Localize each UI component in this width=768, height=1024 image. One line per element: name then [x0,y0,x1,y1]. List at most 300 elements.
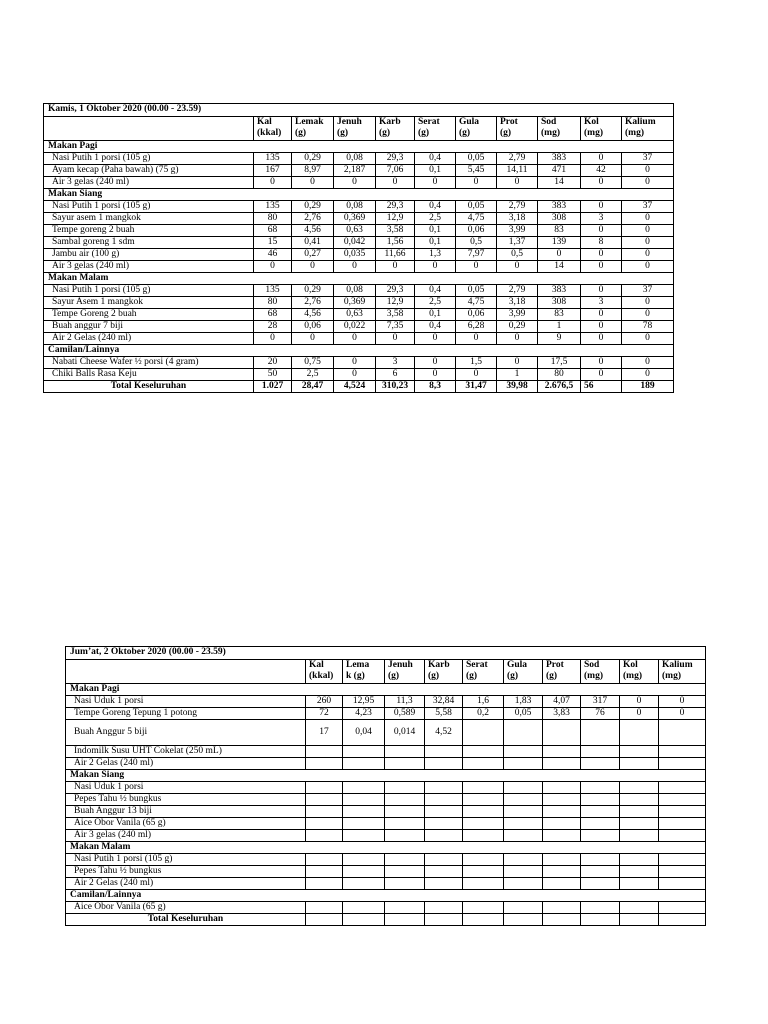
value-cell: 0,2 [463,708,504,720]
value-cell [306,746,343,758]
food-item: Tempe Goreng 2 buah [44,309,254,321]
table-row [66,746,706,758]
value-cell: 0,369 [334,297,376,309]
value-cell [385,902,425,914]
value-cell: 29,3 [376,201,415,213]
value-cell [581,866,620,878]
value-cell: 4,75 [456,213,497,225]
column-header-unit: (mg) [623,671,642,681]
value-cell: 37 [622,153,674,165]
food-item: Sayur Asem 1 mangkok [44,297,254,309]
value-cell [385,866,425,878]
value-cell [659,866,706,878]
value-cell: 42 [581,165,622,177]
value-cell: 8 [581,237,622,249]
column-header-unit: (g) [295,128,307,138]
value-cell [306,902,343,914]
total-value: 189 [622,381,674,393]
column-header-name: Sod [584,660,600,670]
value-cell: 0 [334,261,376,273]
value-cell: 3,99 [497,309,538,321]
value-cell [425,758,463,770]
value-cell [385,782,425,794]
value-cell: 14,11 [497,165,538,177]
value-cell: 0,29 [292,153,334,165]
value-cell: 37 [622,285,674,297]
value-cell: 0,06 [456,225,497,237]
value-cell: 0 [334,333,376,345]
column-header [376,117,415,141]
value-cell [306,866,343,878]
value-cell: 383 [538,201,581,213]
food-item: Ayam kecap (Paha bawah) (75 g) [44,165,254,177]
table-row [44,261,674,273]
value-cell [581,818,620,830]
value-cell: 0,08 [334,285,376,297]
value-cell [306,758,343,770]
value-cell [504,830,543,842]
value-cell: 0 [622,309,674,321]
value-cell: 8,97 [292,165,334,177]
value-cell [659,746,706,758]
section-row [44,141,674,153]
value-cell [659,794,706,806]
total-value: 31,47 [456,381,497,393]
column-header-unit: (g) [546,671,558,681]
value-cell [463,720,504,746]
value-cell: 0,08 [334,201,376,213]
value-cell [620,720,659,746]
value-cell [343,782,385,794]
value-cell: 308 [538,297,581,309]
value-cell [343,758,385,770]
total-row [44,381,674,393]
value-cell [620,758,659,770]
value-cell [581,720,620,746]
column-header [497,117,538,141]
table-row [44,333,674,345]
column-header-name: Lema [346,660,370,670]
column-header-unit: (g) [428,671,440,681]
value-cell: 9 [538,333,581,345]
value-cell: 0 [620,708,659,720]
value-cell [425,746,463,758]
value-cell [425,818,463,830]
total-value [425,914,463,926]
value-cell [543,782,581,794]
value-cell [343,830,385,842]
column-header-name: Lemak [295,117,324,127]
value-cell: 14 [538,261,581,273]
total-value: 28,47 [292,381,334,393]
section-row [44,273,674,285]
column-header-unit: (kkal) [309,671,334,681]
column-header [306,660,343,684]
value-cell [306,806,343,818]
value-cell: 1,56 [376,237,415,249]
value-cell [659,854,706,866]
total-value [620,914,659,926]
value-cell [581,902,620,914]
value-cell: 2,76 [292,297,334,309]
column-header [504,660,543,684]
table-row [66,878,706,890]
column-header-name: Serat [418,117,440,127]
value-cell: 6 [376,369,415,381]
value-cell [543,720,581,746]
value-cell: 0 [254,177,292,189]
value-cell [504,818,543,830]
value-cell: 0 [456,333,497,345]
value-cell: 4,23 [343,708,385,720]
value-cell: 3,99 [497,225,538,237]
value-cell: 0,042 [334,237,376,249]
table-row [44,177,674,189]
value-cell: 0 [622,165,674,177]
value-cell [504,758,543,770]
column-header-name: Kalium [625,117,656,127]
header-blank [66,660,306,684]
value-cell: 0 [622,261,674,273]
value-cell: 0 [581,321,622,333]
value-cell [343,854,385,866]
value-cell: 68 [254,309,292,321]
value-cell [385,746,425,758]
value-cell [385,830,425,842]
value-cell: 37 [622,201,674,213]
value-cell: 471 [538,165,581,177]
column-header-name: Kal [309,660,324,670]
total-value [343,914,385,926]
value-cell: 0 [415,261,456,273]
value-cell [425,866,463,878]
value-cell [425,878,463,890]
value-cell: 1,83 [504,696,543,708]
value-cell: 0 [376,261,415,273]
value-cell: 0,4 [415,153,456,165]
column-header-name: Sod [541,117,557,127]
value-cell: 0 [415,369,456,381]
value-cell [504,794,543,806]
column-header-name: Prot [500,117,518,127]
food-item: Nabati Cheese Wafer ½ porsi (4 gram) [44,357,254,369]
column-header-name: Kal [257,117,272,127]
column-header [581,660,620,684]
value-cell: 0,369 [334,213,376,225]
column-header-unit: (g) [388,671,400,681]
column-header-unit: (mg) [584,128,603,138]
value-cell: 0 [581,309,622,321]
value-cell [343,794,385,806]
total-label: Total Keseluruhan [44,381,254,393]
value-cell [504,782,543,794]
value-cell: 383 [538,153,581,165]
column-header-name: Kalium [662,660,693,670]
value-cell [463,794,504,806]
total-row [66,914,706,926]
value-cell [306,782,343,794]
value-cell: 2,79 [497,285,538,297]
table-row [44,309,674,321]
value-cell [620,830,659,842]
value-cell [659,878,706,890]
value-cell: 0,04 [343,720,385,746]
column-header-name: Jenuh [337,117,362,127]
food-item: Nasi Putih 1 porsi (105 g) [66,854,306,866]
value-cell: 0,29 [292,201,334,213]
value-cell: 0,27 [292,249,334,261]
value-cell: 68 [254,225,292,237]
value-cell: 1,37 [497,237,538,249]
value-cell [343,902,385,914]
value-cell [543,746,581,758]
column-header [385,660,425,684]
value-cell [343,878,385,890]
value-cell: 0,022 [334,321,376,333]
value-cell: 308 [538,213,581,225]
value-cell [504,878,543,890]
total-value [659,914,706,926]
value-cell: 3 [581,213,622,225]
value-cell: 0 [581,285,622,297]
value-cell [425,782,463,794]
value-cell [659,806,706,818]
column-header [622,117,674,141]
column-header [456,117,497,141]
column-header-name: Kol [623,660,638,670]
table-row [66,696,706,708]
value-cell: 0 [622,357,674,369]
title-row [66,647,706,660]
table-row [66,782,706,794]
total-value: 4,524 [334,381,376,393]
value-cell: 139 [538,237,581,249]
section-row [66,842,706,854]
value-cell: 3,18 [497,297,538,309]
value-cell: 3 [581,297,622,309]
value-cell: 11,66 [376,249,415,261]
value-cell: 260 [306,696,343,708]
value-cell: 0,4 [415,321,456,333]
value-cell: 0 [622,177,674,189]
column-header-name: Karb [379,117,401,127]
value-cell: 0,014 [385,720,425,746]
value-cell: 7,06 [376,165,415,177]
value-cell: 1 [497,369,538,381]
value-cell [543,854,581,866]
value-cell: 3,58 [376,225,415,237]
food-item: Nasi Putih 1 porsi (105 g) [44,201,254,213]
food-item: Chiki Balls Rasa Keju [44,369,254,381]
value-cell [463,758,504,770]
value-cell: 0 [254,333,292,345]
value-cell: 0 [376,333,415,345]
value-cell: 2,5 [415,297,456,309]
table-title: Kamis, 1 Oktober 2020 (00.00 - 23.59) [44,104,674,117]
header-blank [44,117,254,141]
value-cell [425,830,463,842]
food-item: Buah anggur 7 biji [44,321,254,333]
column-header [254,117,292,141]
value-cell [385,818,425,830]
section-heading: Makan Malam [44,273,674,285]
food-item: Sambal goreng 1 sdm [44,237,254,249]
value-cell: 1 [538,321,581,333]
value-cell: 0 [581,201,622,213]
value-cell [659,830,706,842]
value-cell [620,782,659,794]
value-cell: 29,3 [376,285,415,297]
value-cell [385,758,425,770]
value-cell: 0 [497,177,538,189]
value-cell: 1,3 [415,249,456,261]
value-cell: 76 [581,708,620,720]
value-cell [620,902,659,914]
value-cell [425,794,463,806]
value-cell: 72 [306,708,343,720]
value-cell [504,746,543,758]
value-cell: 7,97 [456,249,497,261]
value-cell [385,806,425,818]
value-cell [659,902,706,914]
column-header [543,660,581,684]
column-header-unit: (g) [466,671,478,681]
total-value: 8,3 [415,381,456,393]
value-cell [504,854,543,866]
value-cell [581,758,620,770]
value-cell [306,854,343,866]
value-cell [504,806,543,818]
value-cell: 14 [538,177,581,189]
total-value: 39,98 [497,381,538,393]
value-cell: 12,9 [376,297,415,309]
value-cell: 46 [254,249,292,261]
food-item: Aice Obor Vanila (65 g) [66,902,306,914]
column-header-name: Jenuh [388,660,413,670]
value-cell [659,720,706,746]
value-cell: 80 [538,369,581,381]
value-cell: 0 [292,333,334,345]
value-cell: 0 [415,333,456,345]
header-row [66,660,706,684]
column-header-name: Prot [546,660,564,670]
food-item: Tempe goreng 2 buah [44,225,254,237]
food-item: Nasi Uduk 1 porsi [66,696,306,708]
table-row [44,369,674,381]
value-cell [581,746,620,758]
value-cell: 0,4 [415,285,456,297]
value-cell: 0,05 [456,285,497,297]
total-value [385,914,425,926]
column-header [463,660,504,684]
total-value [543,914,581,926]
value-cell: 3,18 [497,213,538,225]
value-cell [463,878,504,890]
food-item: Buah Anggur 13 biji [66,806,306,818]
column-header [425,660,463,684]
table-row [44,249,674,261]
value-cell: 0 [622,213,674,225]
value-cell [306,794,343,806]
value-cell: 0 [456,177,497,189]
column-header-unit: (g) [507,671,519,681]
column-header-unit: (mg) [662,671,681,681]
food-item: Air 2 Gelas (240 ml) [66,758,306,770]
table-row [66,806,706,818]
table-row [66,758,706,770]
food-item: Air 2 Gelas (240 ml) [44,333,254,345]
value-cell: 0,5 [456,237,497,249]
value-cell: 0 [334,177,376,189]
column-header [659,660,706,684]
value-cell [463,866,504,878]
value-cell: 0 [292,177,334,189]
value-cell: 0,06 [292,321,334,333]
value-cell: 2,79 [497,153,538,165]
value-cell: 1,6 [463,696,504,708]
value-cell: 135 [254,153,292,165]
value-cell [581,878,620,890]
column-header-unit: (mg) [584,671,603,681]
table-row [66,854,706,866]
value-cell: 0,5 [497,249,538,261]
value-cell [504,720,543,746]
value-cell: 0,05 [504,708,543,720]
value-cell [581,782,620,794]
section-heading: Makan Malam [66,842,706,854]
table-row [44,213,674,225]
table-row [44,285,674,297]
value-cell [543,830,581,842]
value-cell [620,854,659,866]
value-cell: 0,06 [456,309,497,321]
table-row [66,902,706,914]
total-value: 310,23 [376,381,415,393]
value-cell: 4,75 [456,297,497,309]
value-cell: 383 [538,285,581,297]
value-cell: 17,5 [538,357,581,369]
food-item: Nasi Putih 1 porsi (105 g) [44,153,254,165]
value-cell [620,794,659,806]
value-cell: 0,1 [415,309,456,321]
total-value [504,914,543,926]
value-cell: 0,1 [415,237,456,249]
total-value [463,914,504,926]
value-cell [543,902,581,914]
value-cell: 0 [292,261,334,273]
value-cell [581,806,620,818]
value-cell: 78 [622,321,674,333]
value-cell: 4,52 [425,720,463,746]
section-row [66,890,706,902]
table-row [44,237,674,249]
column-header [415,117,456,141]
value-cell [425,854,463,866]
total-value: 2.676,5 [538,381,581,393]
value-cell: 167 [254,165,292,177]
column-header-name: Gula [459,117,480,127]
value-cell: 2,5 [415,213,456,225]
section-row [66,684,706,696]
column-header-name: Karb [428,660,450,670]
value-cell: 83 [538,225,581,237]
value-cell [343,806,385,818]
value-cell: 2,187 [334,165,376,177]
value-cell: 0,29 [497,321,538,333]
table-row [66,708,706,720]
value-cell [463,746,504,758]
value-cell [385,794,425,806]
